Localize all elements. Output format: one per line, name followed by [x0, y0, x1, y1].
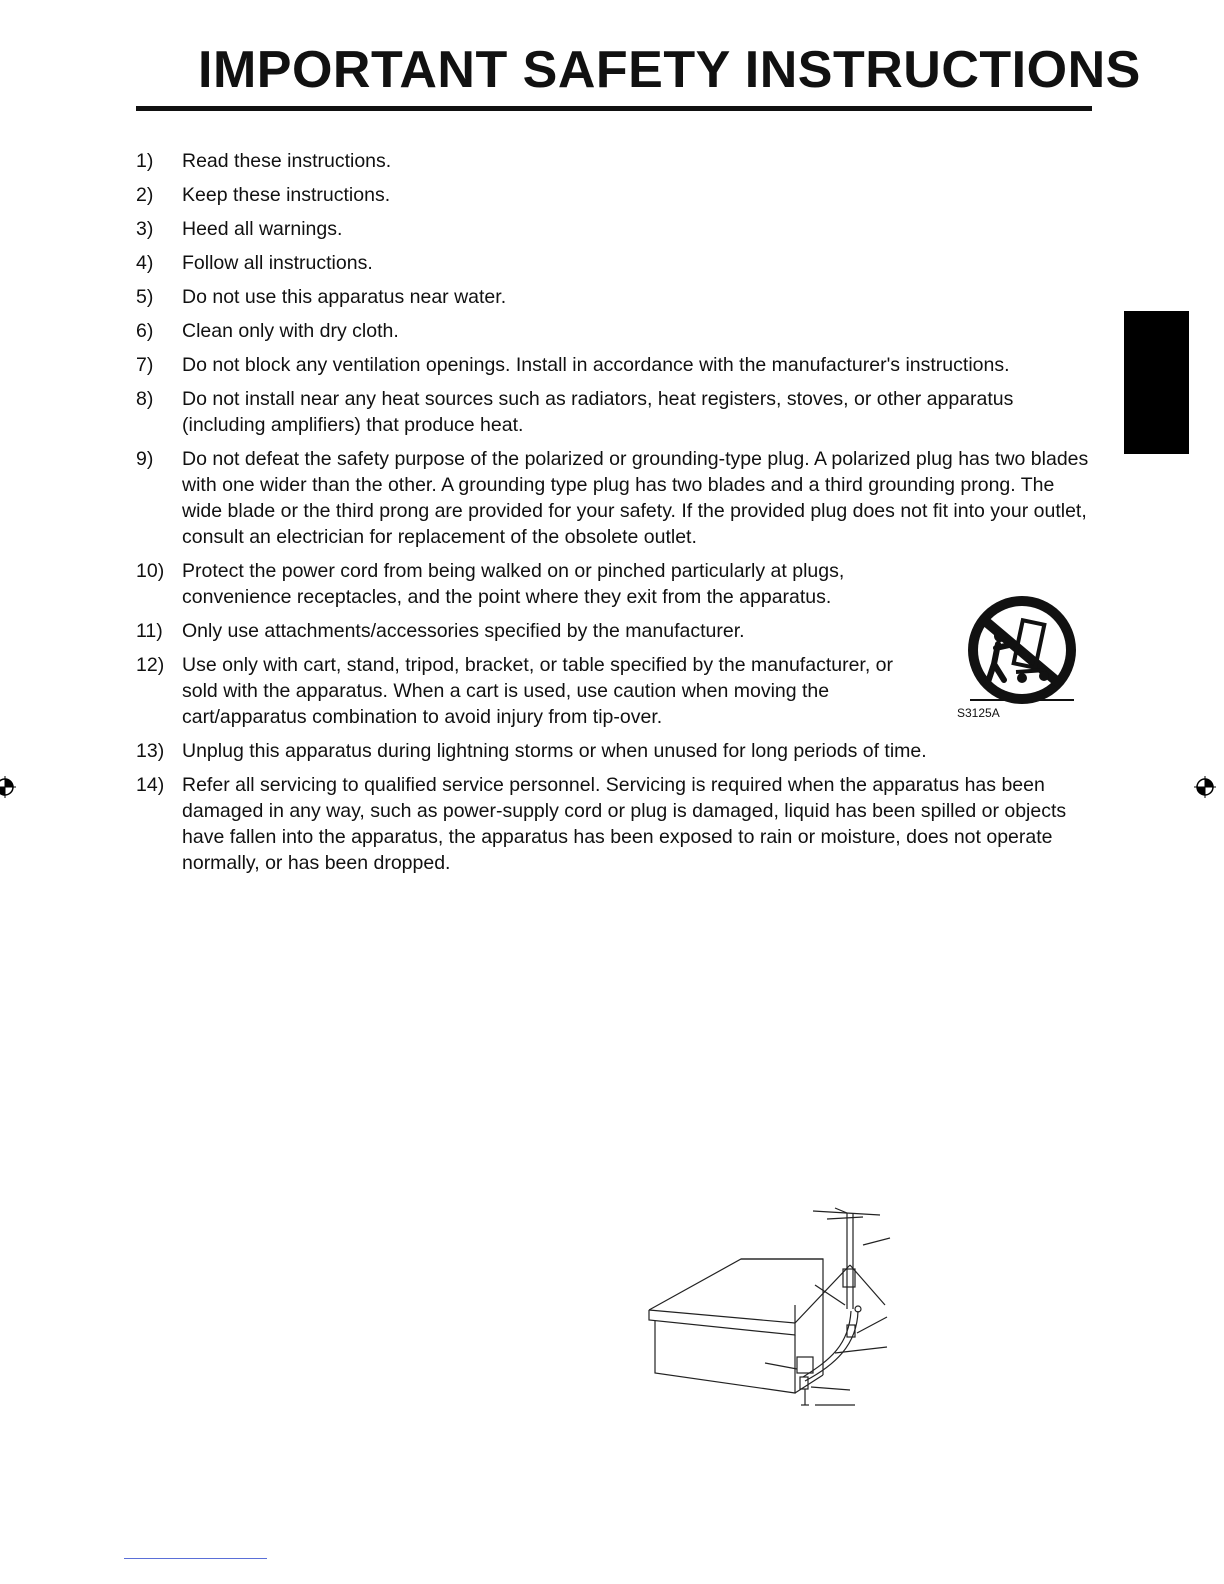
- registration-mark-icon: [1194, 776, 1216, 798]
- list-item: [136, 250, 1096, 276]
- registration-mark-icon: [0, 776, 16, 798]
- item-text: Only use attachments/accessories specified by the manufacturer.: [182, 620, 745, 642]
- item-number: 5): [136, 286, 154, 308]
- item-text: Do not use this apparatus near water.: [182, 286, 507, 308]
- item-number: 13): [136, 740, 165, 762]
- footer-rule: [124, 1558, 267, 1559]
- item-number: 3): [136, 218, 154, 240]
- list-item: [136, 148, 1096, 174]
- item-text: Do not install near any heat sources such as radiators, heat registers, stoves, or other apparatus (including amplifiers) that produce heat.: [182, 388, 1014, 436]
- item-text: Use only with cart, stand, tripod, bracket, or table specified by the manufacturer, or sold with the apparatus. When a cart is used, use caution when moving the cart/apparatus combination to avoid injury from tip-over.: [182, 654, 894, 728]
- item-text: Do not defeat the safety purpose of the polarized or grounding-type plug. A polarized plug has two blades with one wider than the other. A grounding type plug has two blades and a third grounding prong. The wide blade or the third prong are provided for your safety. If the provided plug does not fit into your outlet, consult an electrician for replacement of the obsolete outlet.: [182, 448, 1089, 548]
- item-text: Heed all warnings.: [182, 218, 343, 240]
- list-item: [136, 216, 1096, 242]
- cart-warning-code: S3125A: [957, 706, 1000, 720]
- title-rule: [136, 106, 1092, 111]
- list-item: [136, 738, 1096, 764]
- page-title: IMPORTANT SAFETY INSTRUCTIONS: [198, 41, 1141, 99]
- list-item: [136, 772, 1096, 876]
- item-number: 1): [136, 150, 154, 172]
- list-item: [136, 182, 1096, 208]
- item-text: Refer all servicing to qualified service personnel. Servicing is required when the apparatus has been damaged in any way, such as power-supply cord or plug is damaged, liquid has been spilled or objects have fallen into the apparatus, the apparatus has been exposed to rain or moisture, does not operate normally, or has been dropped.: [182, 774, 1067, 874]
- item-number: 4): [136, 252, 154, 274]
- item-number: 2): [136, 184, 154, 206]
- list-item: [136, 284, 1096, 310]
- list-item: [136, 446, 1096, 550]
- item-number: 6): [136, 320, 154, 342]
- section-tab-marker: [1124, 311, 1189, 454]
- item-number: 12): [136, 654, 165, 676]
- cart-tip-over-warning-icon: [960, 592, 1084, 714]
- item-text: Clean only with dry cloth.: [182, 320, 399, 342]
- item-number: 11): [136, 620, 163, 642]
- item-number: 8): [136, 388, 154, 410]
- item-number: 7): [136, 354, 154, 376]
- instruction-list: [136, 148, 1096, 884]
- item-text: Read these instructions.: [182, 150, 392, 172]
- item-number: 14): [136, 774, 165, 796]
- antenna-grounding-diagram: [645, 1205, 895, 1415]
- item-number: 10): [136, 560, 165, 582]
- item-text: Unplug this apparatus during lightning storms or when unused for long periods of time.: [182, 740, 927, 762]
- list-item: [136, 318, 1096, 344]
- list-item: [136, 558, 1096, 610]
- list-item: [136, 352, 1096, 378]
- list-item: [136, 618, 1096, 644]
- item-number: 9): [136, 448, 154, 470]
- item-text: Do not block any ventilation openings. Install in accordance with the manufacturer's instructions.: [182, 354, 1010, 376]
- list-item: [136, 652, 1096, 730]
- item-text: Protect the power cord from being walked on or pinched particularly at plugs, convenience receptacles, and the point where they exit from the apparatus.: [182, 560, 845, 608]
- list-item: [136, 386, 1096, 438]
- item-text: Keep these instructions.: [182, 184, 391, 206]
- item-text: Follow all instructions.: [182, 252, 373, 274]
